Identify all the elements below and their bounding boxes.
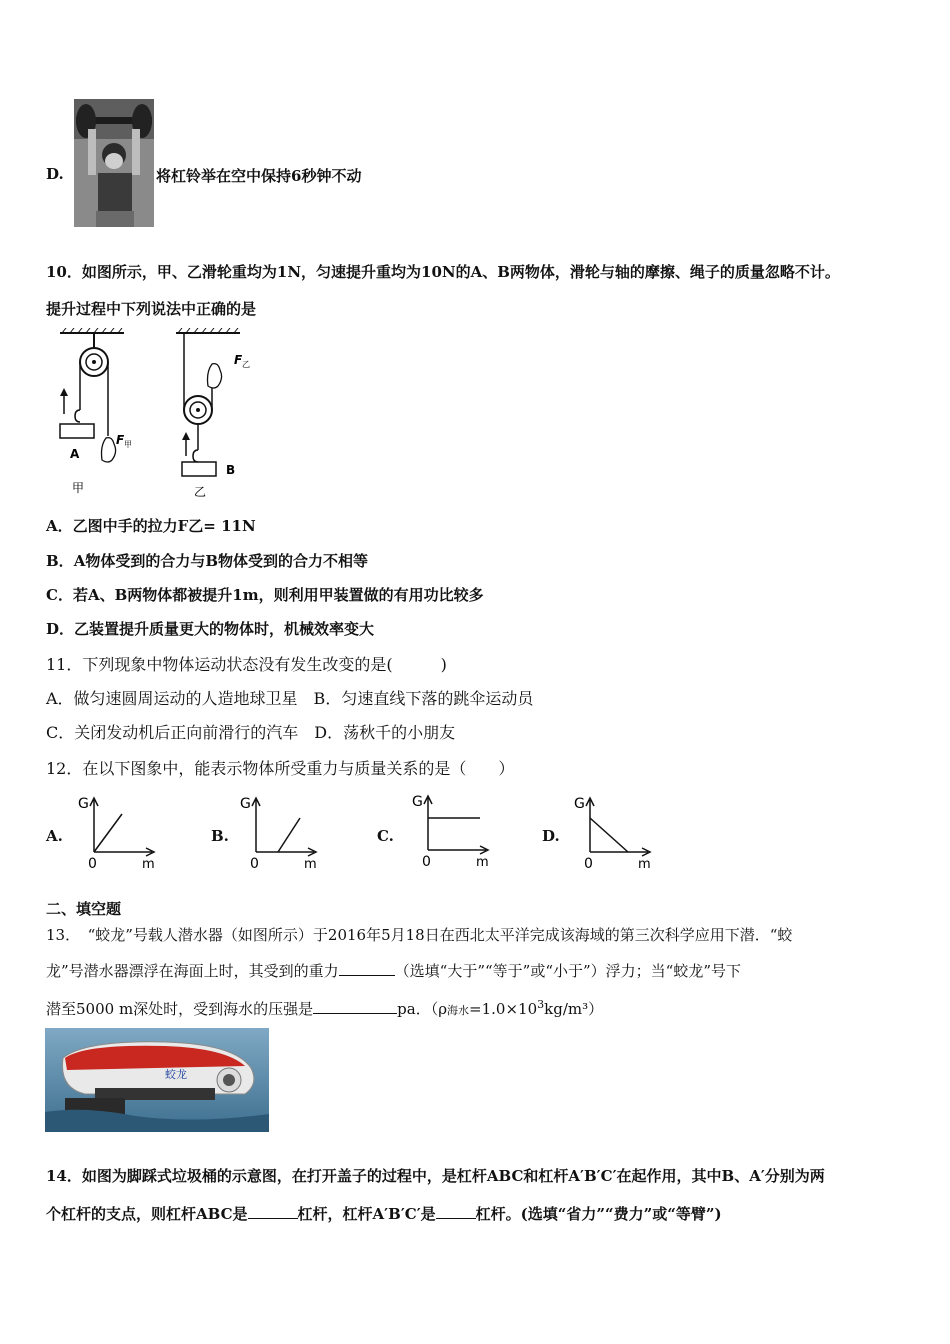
q13-line3 [46, 998, 603, 1019]
label-f-yi-sub: 乙 [242, 360, 250, 369]
section-title: 二、填空题 [46, 900, 122, 918]
q13-line3-sup: 3 [537, 998, 545, 1011]
q14-blank-2[interactable] [436, 1204, 476, 1219]
graph-c-axis-x: m [476, 855, 489, 870]
q13-line2 [46, 960, 741, 981]
q13-line3-a: 潜至5000 m深处时，受到海水的压强是 [46, 1000, 314, 1018]
q14-line2-a: 个杠杆的支点，则杠杆ABC是 [46, 1205, 248, 1223]
q10-option-a-label: A． [46, 517, 73, 535]
submarine-text: 蛟龙 [165, 1068, 187, 1081]
q14-line2-c: 杠杆。(选填“省力”“费力”或“等臂”) [475, 1205, 722, 1223]
q13-line3-b: pa．（ρ [397, 1000, 448, 1018]
label-jia: 甲 [72, 481, 85, 495]
q10-stem-line2: 提升过程中下列说法中正确的是 [46, 300, 257, 318]
graph-a-axis-x: m [142, 857, 155, 872]
graph-b-axis-x: m [304, 857, 317, 872]
q14-blank-1[interactable] [248, 1204, 298, 1219]
q9-option-d-label: D. [46, 165, 64, 183]
q12-option-d-label: D. [542, 827, 560, 845]
q10-option-c-label: C． [46, 586, 73, 604]
graph-c [410, 790, 490, 870]
label-f-jia-sub: 甲 [124, 440, 132, 449]
q13-line2-b: （选填“大于”“等于”或“小于”）浮力；当“蛟龙”号下 [394, 962, 742, 980]
q10-option-a-text: 乙图中手的拉力F乙= 11N [72, 517, 256, 535]
q14-line2 [46, 1203, 722, 1224]
q13-line3-c: =1.0×10 [469, 1000, 538, 1018]
submarine-photo [45, 1028, 269, 1132]
graph-d-axis-x: m [638, 857, 651, 872]
label-b: B [226, 463, 236, 477]
graph-b [238, 792, 318, 872]
graph-d-origin: 0 [584, 856, 593, 872]
graph-d [572, 792, 652, 872]
q10-option-c-text: 若A、B两物体都被提升1m，则利用甲装置做的有用功比较多 [72, 586, 484, 604]
graph-c-axis-y: G [412, 794, 423, 810]
graph-a-origin: 0 [88, 856, 97, 872]
label-a: A [70, 447, 80, 461]
q9-option-d-text: 将杠铃举在空中保持6秒钟不动 [156, 167, 362, 185]
q13-line1: 13． “蛟龙”号载人潜水器（如图所示）于2016年5月18日在西北太平洋完成该海域的第三次科学应用下潜．“蛟 [46, 926, 793, 944]
q13-blank-2[interactable] [313, 999, 397, 1014]
q10-option-b-label: B． [46, 552, 74, 570]
q11-options-line1: A．做匀速圆周运动的人造地球卫星 B．匀速直线下落的跳伞运动员 [46, 689, 534, 708]
fixed-pulley-jia [60, 328, 124, 462]
q14-line1: 14．如图为脚踩式垃圾桶的示意图，在打开盖子的过程中，是杠杆ABC和杠杆A′B′C′在起作用，其中B、A′分别为两 [46, 1167, 825, 1185]
q10-option-c [46, 584, 484, 605]
q13-line3-sub: 海水 [447, 1004, 470, 1017]
q13-line3-d: kg/m³） [544, 1000, 604, 1018]
q13-line2-a: 龙”号潜水器漂浮在海面上时，其受到的重力 [46, 962, 339, 980]
graph-b-origin: 0 [250, 856, 259, 872]
q10-option-d-label: D． [46, 620, 75, 638]
q10-stem-line1: 10．如图所示，甲、乙滑轮重均为1N，匀速提升重均为10N的A、B两物体，滑轮与轴的摩擦、绳子的质量忽略不计。 [46, 263, 840, 281]
q12-option-c-label: C. [377, 827, 394, 845]
pulley-diagram [50, 328, 270, 500]
q10-option-b [46, 550, 368, 571]
q10-option-b-text: A物体受到的合力与B物体受到的合力不相等 [73, 552, 369, 570]
graph-a-axis-y: G [78, 796, 89, 812]
label-f-yi: F [234, 353, 243, 367]
label-f-jia: F [116, 433, 125, 447]
q10-option-d-text: 乙装置提升质量更大的物体时，机械效率变大 [74, 620, 375, 638]
q10-option-a [46, 515, 256, 536]
q11-stem: 11．下列现象中物体运动状态没有发生改变的是( ) [46, 655, 447, 674]
q11-options-line2: C．关闭发动机后正向前滑行的汽车 D．荡秋千的小朋友 [46, 723, 456, 742]
weightlifter-photo [74, 99, 154, 227]
graph-d-axis-y: G [574, 796, 585, 812]
movable-pulley-yi [176, 328, 240, 476]
q12-option-b-label: B. [211, 827, 229, 845]
label-yi: 乙 [194, 485, 207, 499]
q10-option-d [46, 618, 374, 639]
graph-c-origin: 0 [422, 854, 431, 870]
graph-b-axis-y: G [240, 796, 251, 812]
q14-line2-b: 杠杆，杠杆A′B′C′是 [297, 1205, 436, 1223]
q12-option-a-label: A. [46, 827, 63, 845]
graph-a [76, 792, 156, 872]
q12-stem: 12．在以下图象中，能表示物体所受重力与质量关系的是（ ） [46, 759, 515, 778]
q13-blank-1[interactable] [339, 961, 395, 976]
